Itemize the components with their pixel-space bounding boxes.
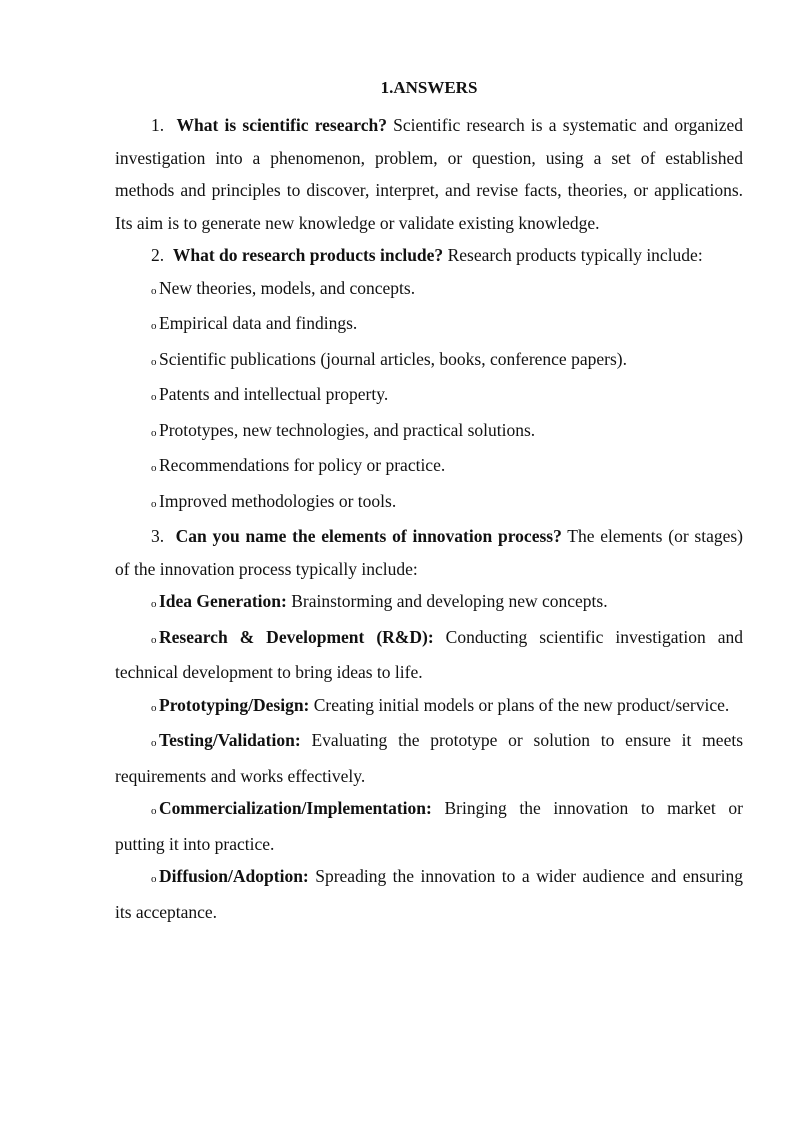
question-text: What is scientific research? [176,115,387,135]
bullet-icon: o [151,391,157,403]
question-number: 2. [151,245,165,265]
bullet-icon: o [151,598,157,610]
question-3 [115,520,743,585]
answer-text: Scientific research is a systematic and organized investigation into a phenomenon, problem, or question, using a set of established methods and principles to discover, interpret, and revise facts, theories, or applications. Its aim is to generate new knowledge or validate existing knowledge. [115,115,743,233]
list-item [115,272,743,308]
list-item [115,378,743,414]
bullet-icon: o [151,355,157,368]
list-item [115,689,743,725]
list-item-text: Evaluating the prototype or solution to ensure it meets requirements and works effectively. [115,730,744,786]
list-item [115,621,743,689]
bullet-icon: o [151,284,157,297]
list-item-text: Conducting scientific investigation and technical development to bring ideas to life. [115,626,744,682]
question-1 [115,109,743,239]
question-text: Can you name the elements of innovation process? [175,526,562,546]
answer-text: Research products typically include: [447,245,703,265]
list-item [115,449,743,485]
bullet-icon: o [151,701,157,714]
list-item [115,485,743,521]
list-item-text: Empirical data and findings. [159,313,358,333]
bullet-icon: o [151,633,157,646]
list-item [115,414,743,450]
bullet-icon: o [151,462,157,474]
bullet-icon: o [151,805,157,817]
list-item-term: Testing/Validation: [159,730,301,750]
list-item-text: Bringing the innovation to market or putting it into practice. [115,798,743,854]
list-item-term: Diffusion/Adoption: [159,866,309,886]
list-item [115,792,743,860]
bullet-icon: o [151,497,157,510]
list-item-term: Research & Development (R&D): [159,626,434,647]
bullet-icon: o [151,873,157,885]
list-item-text: Scientific publications (journal articles, books, conference papers). [159,348,627,369]
question-number: 1. [151,115,165,135]
list-item-text: Spreading the innovation to a wider audience and ensuring its acceptance. [115,866,744,922]
list-item-text: Brainstorming and developing new concepts. [291,591,608,611]
list-item-term: Commercialization/Implementation: [159,798,432,818]
list-item-text: Prototypes, new technologies, and practical solutions. [159,419,536,440]
list-item-text: Creating initial models or plans of the new product/service. [313,694,730,715]
bullet-icon: o [151,737,157,749]
list-item-term: Prototyping/Design: [159,694,310,715]
list-item-term: Idea Generation: [159,591,287,611]
answer-text: The elements (or stages) of the innovation process typically include: [115,526,744,579]
question-number: 3. [151,526,165,546]
list-item [115,307,743,343]
question-text: What do research products include? [172,245,444,265]
list-item-text: Recommendations for policy or practice. [159,455,446,475]
bullet-icon: o [151,426,157,439]
page-title: 1.ANSWERS [380,78,478,97]
list-item-text: Improved methodologies or tools. [159,490,397,511]
list-item-text: New theories, models, and concepts. [159,277,416,298]
bullet-icon: o [151,320,157,332]
list-item-text: Patents and intellectual property. [159,384,389,404]
list-item [115,860,743,928]
list-item [115,585,743,621]
list-item [115,343,743,379]
list-item [115,724,743,792]
question-2 [115,239,743,272]
